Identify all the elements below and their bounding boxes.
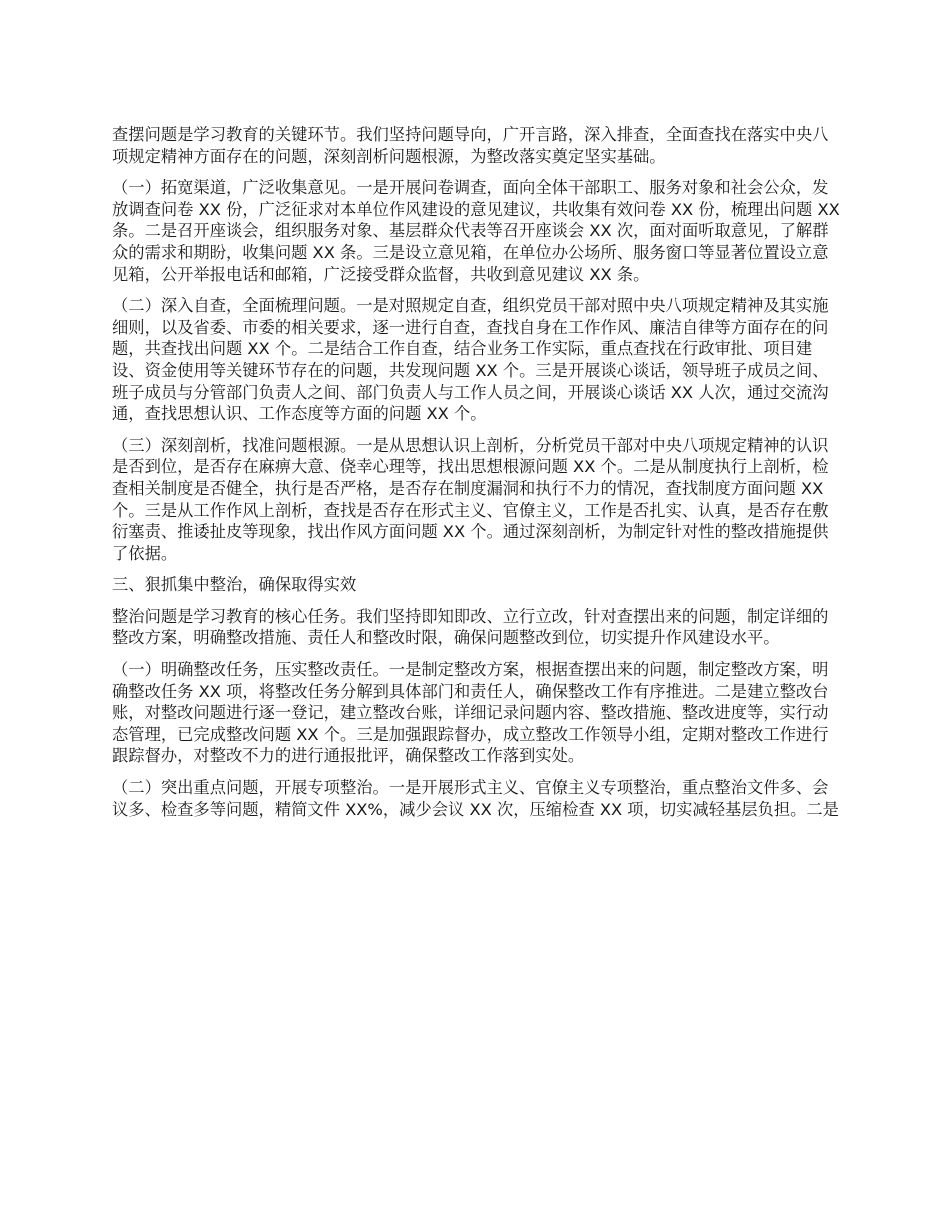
document-body	[112, 124, 842, 830]
section-heading: 三、狠抓集中整治，确保取得实效	[112, 575, 357, 595]
paragraph-self-inspection: （二）深入自查，全面梳理问题。一是对照规定自查，组织党员干部对照中央八项规定精神及其实施细则，以及省委、市委的相关要求，逐一进行自查，查找自身在工作作风、廉洁自律等方面存在的问题，共查找出问题 XX 个。二是结合工作自查，结合业务工作实际，重点查找在行政审批、项目建设、资金使用等关键环节存在的问题，共发现问题 XX 个。三是开展谈心谈话，领导班子成员之间、班子成员与分管部门负责人之间、部门负责人与工作人员之间，开展谈心谈话 XX 人次，通过交流沟通，查找思想认识、工作态度等方面的问题 XX 个。	[112, 296, 829, 424]
paragraph-intro: 查摆问题是学习教育的关键环节。我们坚持问题导向，广开言路，深入排查，全面查找在落实中央八项规定精神方面存在的问题，深刻剖析问题根源，为整改落实奠定坚实基础。	[112, 125, 829, 166]
paragraph-rectification-tasks: （一）明确整改任务，压实整改责任。一是制定整改方案，根据查摆出来的问题，制定整改方案，明确整改任务 XX 项，将整改任务分解到具体部门和责任人，确保整改工作有序推进。二是建立整改台账，对整改问题进行逐一登记，建立整改台账，详细记录问题内容、整改措施、整改进度等，实行动态管理，已完成整改问题 XX 个。三是加强跟踪督办，成立整改工作领导小组，定期对整改工作进行跟踪督办，对整改不力的进行通报批评，确保整改工作落到实处。	[112, 660, 829, 766]
paragraph-rectification-intro: 整治问题是学习教育的核心任务。我们坚持即知即改、立行立改，针对查摆出来的问题，制定详细的整改方案，明确整改措施、责任人和整改时限，确保问题整改到位，切实提升作风建设水平。	[112, 606, 829, 648]
paragraph-special-rectification: （二）突出重点问题，开展专项整治。一是开展形式主义、官僚主义专项整治，重点整治文件多、会议多、检查多等问题，精简文件 XX%，减少会议 XX 次，压缩检查 XX 项，切实减轻基层负担。二是	[112, 778, 839, 819]
paragraph-broaden-channels: （一）拓宽渠道，广泛收集意见。一是开展问卷调查，面向全体干部职工、服务对象和社会公众，发放调查问卷 XX 份，广泛征求对本单位作风建设的意见建议，共收集有效问卷 XX 份，梳理出问题 XX 条。二是召开座谈会，组织服务对象、基层群众代表等召开座谈会 XX 次，面对面听取意见，了解群众的需求和期盼，收集问题 XX 条。三是设立意见箱，在单位办公场所、服务窗口等显著位置设立意见箱，公开举报电话和邮箱，广泛接受群众监督，共收到意见建议 XX 条。	[112, 178, 840, 284]
paragraph-root-analysis: （三）深刻剖析，找准问题根源。一是从思想认识上剖析，分析党员干部对中央八项规定精神的认识是否到位，是否存在麻痹大意、侥幸心理等，找出思想根源问题 XX 个。二是从制度执行上剖析，检查相关制度是否健全，执行是否严格，是否存在制度漏洞和执行不力的情况，查找制度方面问题 XX 个。三是从工作作风上剖析，查找是否存在形式主义、官僚主义，工作是否扎实、认真，是否存在敷衍塞责、推诿扯皮等现象，找出作风方面问题 XX 个。通过深刻剖析，为制定针对性的整改措施提供了依据。	[112, 435, 829, 563]
